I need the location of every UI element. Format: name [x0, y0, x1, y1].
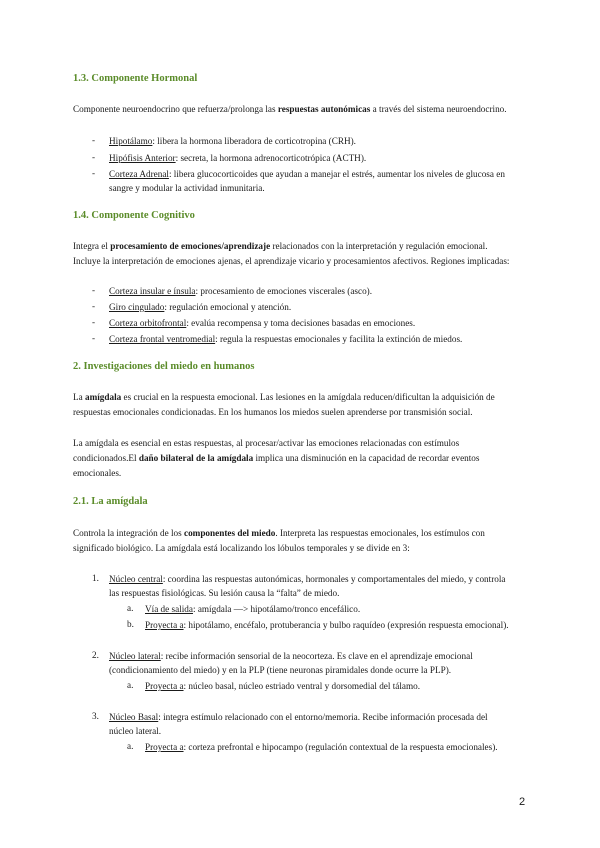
bullet-marker: -	[92, 152, 96, 162]
list-number: 2.	[92, 650, 99, 660]
sublist-letter: b.	[127, 619, 134, 629]
list-item-corteza-adrenal-cont: sangre y modular la actividad inmunitaria.	[109, 183, 265, 193]
list-item-hipotalamo: Hipotálamo: libera la hormona liberadora de corticotropina (CRH).	[109, 136, 356, 146]
sublist-item-via-salida: Vía de salida: amígdala —> hipotálamo/tronco encefálico.	[145, 604, 361, 614]
list-item-nucleo-lateral: Núcleo lateral: recibe información sensorial de la neocorteza. Es clave en el aprendizaje emocional	[109, 651, 473, 661]
sublist-item-proyecta-lateral: Proyecta a: núcleo basal, núcleo estriado ventral y dorsomedial del tálamo.	[145, 681, 421, 691]
sublist-letter: a.	[127, 741, 134, 751]
paragraph-amigdala-intro-line2: significado biológico. La amígdala está localizando los lóbulos temporales y se divide en 3:	[73, 543, 410, 553]
paragraph-cognitivo-intro-line2: Incluye la interpretación de emociones ajenas, el aprendizaje vicario y procesamientos afectivos. Regiones implicadas:	[73, 256, 510, 266]
bullet-marker: -	[92, 285, 96, 295]
list-number: 3.	[92, 711, 99, 721]
paragraph-amigdala-2-line3: emocionales.	[73, 468, 122, 478]
bullet-marker: -	[92, 135, 96, 145]
sublist-letter: a.	[127, 603, 134, 613]
list-item-nucleo-basal: Núcleo Basal: integra estímulo relacionado con el entorno/memoria. Recibe información procesada del	[109, 712, 488, 722]
list-item-nucleo-central-cont: las respuestas fisiológicas. Su lesión causa la “falta” de miedo.	[109, 588, 340, 598]
list-item-corteza-insular: Corteza insular e ínsula: procesamiento de emociones viscerales (asco).	[109, 286, 373, 296]
list-number: 1.	[92, 573, 99, 583]
sublist-item-proyecta-basal: Proyecta a: corteza prefrontal e hipocampo (regulación contextual de la respuesta emocionales).	[145, 742, 498, 752]
paragraph-cognitivo-intro: Integra el procesamiento de emociones/aprendizaje relacionados con la interpretación y regulación emocional.	[73, 241, 488, 251]
bullet-marker: -	[92, 301, 96, 311]
bullet-marker: -	[92, 168, 96, 178]
paragraph-amigdala-2-line2: condicionados.El daño bilateral de la amígdala implica una disminución en la capacidad de recordar eventos	[73, 453, 480, 463]
list-item-giro-cingulado: Giro cingulado: regulación emocional y atención.	[109, 302, 292, 312]
paragraph-amigdala-intro: Controla la integración de los componentes del miedo. Interpreta las respuestas emocionales, los estímulos con	[73, 528, 485, 538]
bullet-marker: -	[92, 317, 96, 327]
heading-la-amigdala: 2.1. La amígdala	[73, 496, 148, 507]
list-item-hipofisis: Hipófisis Anterior: secreta, la hormona adrenocorticotrópica (ACTH).	[109, 153, 367, 163]
page-number: 2	[519, 796, 526, 808]
list-item-corteza-frontal-ventromedial: Corteza frontal ventromedial: regula la respuestas emocionales y facilita la extinción de miedos.	[109, 334, 463, 344]
list-item-corteza-orbitofrontal: Corteza orbitofrontal: evalúa recompensa y toma decisiones basadas en emociones.	[109, 318, 416, 328]
heading-componente-hormonal: 1.3. Componente Hormonal	[73, 73, 198, 84]
paragraph-amigdala-1: La amígdala es crucial en la respuesta emocional. Las lesiones en la amígdala reducen/dificultan la adquisición de	[73, 392, 495, 402]
heading-investigaciones-miedo: 2. Investigaciones del miedo en humanos	[73, 361, 255, 372]
list-item-nucleo-lateral-cont: (condicionamiento del miedo) y en la PLP (tiene neuronas piramidales donde ocurre la PLP).	[109, 665, 452, 675]
heading-componente-cognitivo: 1.4. Componente Cognitivo	[73, 210, 195, 221]
paragraph-amigdala-1-line2: respuestas emocionales condicionadas. En los humanos los miedos suelen aprenderse por transmisión social.	[73, 407, 473, 417]
paragraph-amigdala-2-line1: La amígdala es esencial en estas respuestas, al procesar/activar las emociones relacionadas con estímulos	[73, 438, 460, 448]
bullet-marker: -	[92, 333, 96, 343]
list-item-corteza-adrenal: Corteza Adrenal: libera glucocorticoides que ayudan a manejar el estrés, aumentar los niveles de glucosa en	[109, 169, 505, 179]
paragraph-hormonal-intro: Componente neuroendocrino que refuerza/prolonga las respuestas autonómicas a través del sistema neuroendocrino.	[73, 104, 507, 114]
list-item-nucleo-central: Núcleo central: coordina las respuestas autonómicas, hormonales y comportamentales del miedo, y controla	[109, 574, 506, 584]
list-item-nucleo-basal-cont: núcleo lateral.	[109, 726, 162, 736]
sublist-item-proyecta-central: Proyecta a: hipotálamo, encéfalo, protuberancia y bulbo raquídeo (expresión respuesta emocional).	[145, 620, 509, 630]
sublist-letter: a.	[127, 680, 134, 690]
